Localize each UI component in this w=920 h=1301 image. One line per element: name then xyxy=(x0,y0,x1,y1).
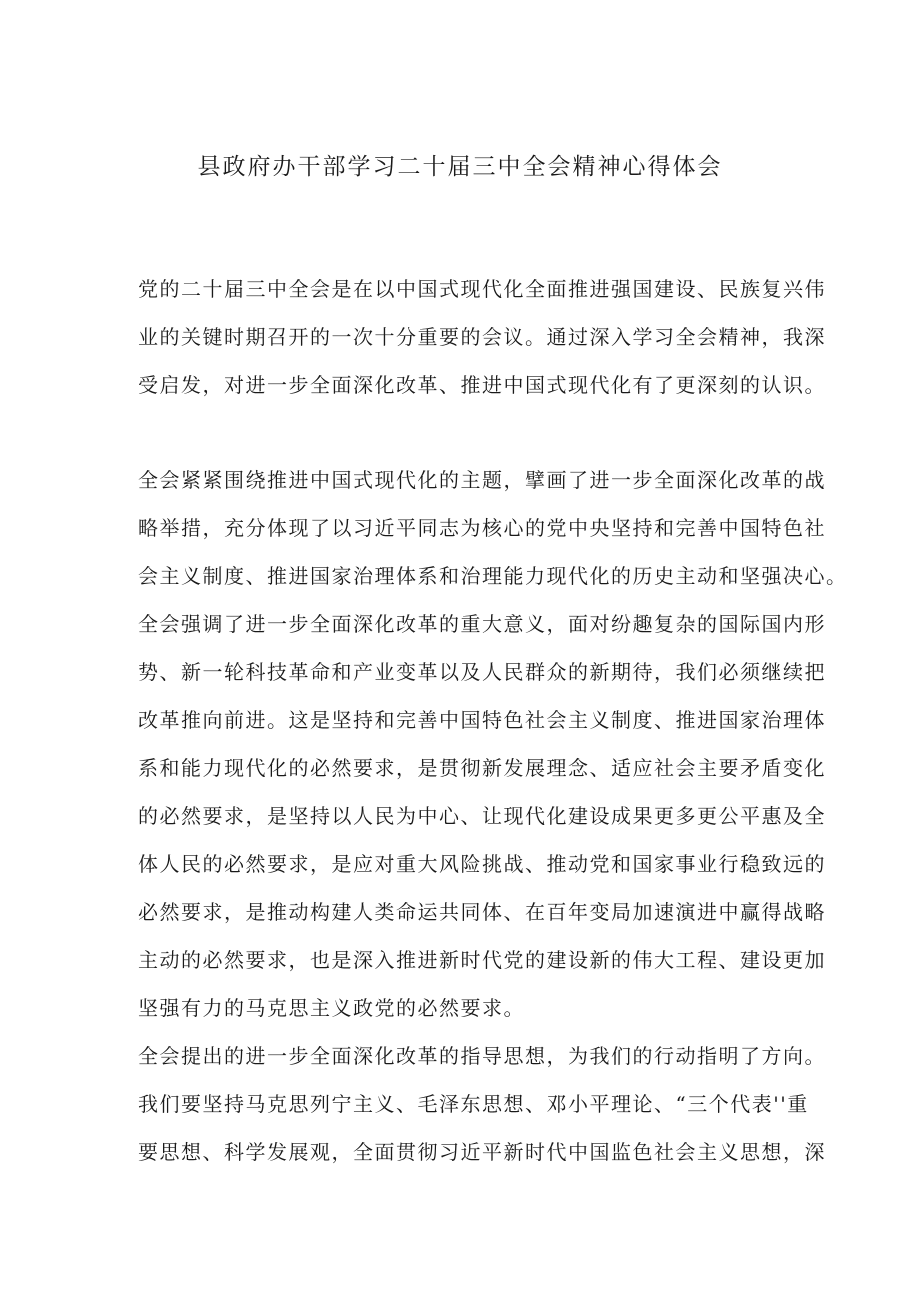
paragraph-4-line-1: 全会提出的进一步全面深化改革的指导思想，为我们的行动指明了方向。 xyxy=(138,1044,826,1068)
paragraph-2-line-2: 略举措，充分体现了以习近平同志为核心的党中央坚持和完善中国特色社 xyxy=(138,516,826,540)
paragraph-3-line-7: 必然要求，是推动构建人类命运共同体、在百年变局加速演进中赢得战略 xyxy=(138,900,826,924)
paragraph-4-line-2: 我们要坚持马克思列宁主义、毛泽东思想、邓小平理论、“三个代表''重 xyxy=(138,1092,809,1116)
paragraph-3-line-1: 全会强调了进一步全面深化改革的重大意义，面对纷趣复杂的国际国内形 xyxy=(138,612,826,636)
paragraph-3-line-9: 坚强有力的马克思主义政党的必然要求。 xyxy=(138,996,525,1020)
paragraph-4-line-3: 要思想、科学发展观，全面贯彻习近平新时代中国监色社会主义思想，深 xyxy=(138,1140,826,1164)
paragraph-2-line-3: 会主义制度、推进国家治理体系和治理能力现代化的历史主动和坚强决心。 xyxy=(138,564,848,588)
paragraph-1-line-2: 业的关键时期召开的一次十分重要的会议。通过深入学习全会精神，我深 xyxy=(138,325,826,349)
paragraph-1-line-3: 受启发，对进一步全面深化改革、推进中国式现代化有了更深刻的认识。 xyxy=(138,373,826,397)
paragraph-3-line-3: 改革推向前进。这是坚持和完善中国特色社会主义制度、推进国家治理体 xyxy=(138,708,826,732)
paragraph-1-line-1: 党的二十届三中全会是在以中国式现代化全面推进强国建设、民族复兴伟 xyxy=(138,277,826,301)
paragraph-3-line-2: 势、新一轮科技革命和产业变革以及人民群众的新期待，我们必须继续把 xyxy=(138,660,826,684)
paragraph-3-line-5: 的必然要求，是坚持以人民为中心、让现代化建设成果更多更公平惠及全 xyxy=(138,804,826,828)
paragraph-3-line-4: 系和能力现代化的必然要求，是贯彻新发展理念、适应社会主要矛盾变化 xyxy=(138,756,826,780)
paragraph-3-line-8: 主动的必然要求，也是深入推进新时代党的建设新的伟大工程、建设更加 xyxy=(138,948,826,972)
paragraph-2-line-1: 全会紧紧围绕推进中国式现代化的主题，擘画了进一步全面深化改革的战 xyxy=(138,468,826,492)
paragraph-3-line-6: 体人民的必然要求，是应对重大风险挑战、推动党和国家事业行稳致远的 xyxy=(138,852,826,876)
document-title: 县政府办干部学习二十届三中全会精神心得体会 xyxy=(197,154,723,180)
